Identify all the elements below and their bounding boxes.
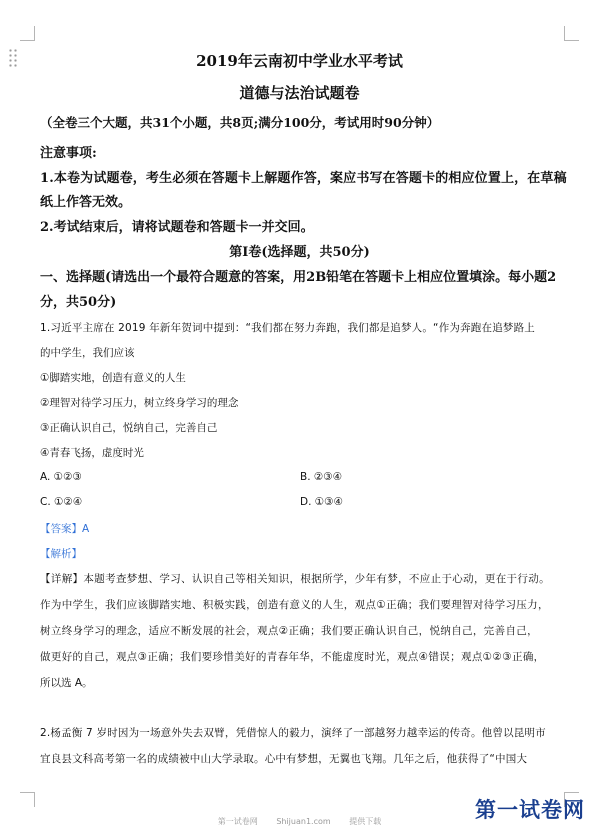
section-1-line-2: 分，共50分) [40, 295, 117, 310]
question-1-stem-line-2: 的中学生，我们应该 [40, 347, 135, 359]
question-1-item-4: ④青春飞扬，虚度时光 [40, 447, 144, 459]
footer [0, 816, 599, 827]
question-2-stem-line-1: 2.杨孟衡 7 岁时因为一场意外失去双臂，凭借惊人的毅力，演绎了一部越努力越幸运的传奇。他曾以昆明市 [40, 727, 546, 739]
question-1-option-a: A. ①②③ [40, 471, 82, 483]
question-1-item-1: ①脚踏实地，创造有意义的人生 [40, 372, 186, 384]
detail-line-2: 作为中学生，我们应该脚踏实地、积极实践，创造有意义的人生，观点①正确；我们要理智对待学习压力， [40, 599, 549, 611]
detail-line-3: 树立终身学习的理念，适应不断发展的社会，观点②正确；我们要正确认识自己，悦纳自己，完善自己， [40, 625, 539, 637]
question-1-item-3: ③正确认识自己，悦纳自己，完善自己 [40, 422, 218, 434]
detail-line-5: 所以选 A。 [40, 677, 93, 689]
question-2-stem-line-2: 宜良县文科高考第一名的成绩被中山大学录取。心中有梦想，无翼也飞翔。几年之后，他获得了“中国大 [40, 753, 528, 765]
detail-line-1: 【详解】本题考查梦想、学习、认识自己等相关知识，根据所学，少年有梦，不应止于心动，更在于行动。 [40, 573, 550, 585]
footer-site-name: 第一试卷网 [217, 817, 258, 826]
crop-mark-top-left [20, 26, 35, 41]
exam-title: 2019年云南初中学业水平考试 [196, 52, 403, 70]
crop-mark-bottom-left [20, 792, 35, 807]
notes-heading: 注意事项: [40, 146, 97, 161]
note-1-line-1: 1.本卷为试题卷，考生必须在答题卡上解题作答，案应书写在答题卡的相应位置上，在草稿 [40, 171, 567, 186]
exam-subtitle: 道德与法治试题卷 [239, 84, 360, 102]
answer-label: 【答案】A [40, 523, 90, 535]
question-1-stem-line-1: 1.习近平主席在 2019 年新年贺词中提到：“我们都在努力奔跑，我们都是追梦人。“作为奔跑在追梦路上 [40, 322, 535, 334]
footer-site-url[interactable]: Shijuan1.com [276, 817, 331, 826]
question-1-option-b: B. ②③④ [300, 471, 343, 483]
note-1-line-2: 纸上作答无效。 [40, 195, 132, 210]
note-2: 2.考试结束后，请将试题卷和答题卡一并交回。 [40, 220, 314, 235]
footer-download-text: 提供下载 [349, 817, 382, 826]
watermark-logo: 第一试卷网 [475, 798, 585, 822]
part-title: 第Ⅰ卷(选择题，共50分) [229, 245, 370, 260]
exam-meta: （全卷三个大题，共31个小题，共8页;满分100分，考试用时90分钟） [40, 115, 440, 130]
question-1-option-d: D. ①③④ [300, 496, 343, 508]
question-1-item-2: ②理智对待学习压力，树立终身学习的理念 [40, 397, 239, 409]
analysis-label: 【解析】 [40, 548, 82, 560]
question-1-option-c: C. ①②④ [40, 496, 83, 508]
detail-line-4: 做更好的自己，观点③正确；我们要珍惜美好的青春年华，不能虚度时光，观点④错误；观点①②③正确， [40, 651, 545, 663]
section-1-line-1: 一、选择题(请选出一个最符合题意的答案，用2B铅笔在答题卡上相应位置填涂。每小题2 [40, 270, 557, 285]
crop-mark-top-right [564, 26, 579, 41]
